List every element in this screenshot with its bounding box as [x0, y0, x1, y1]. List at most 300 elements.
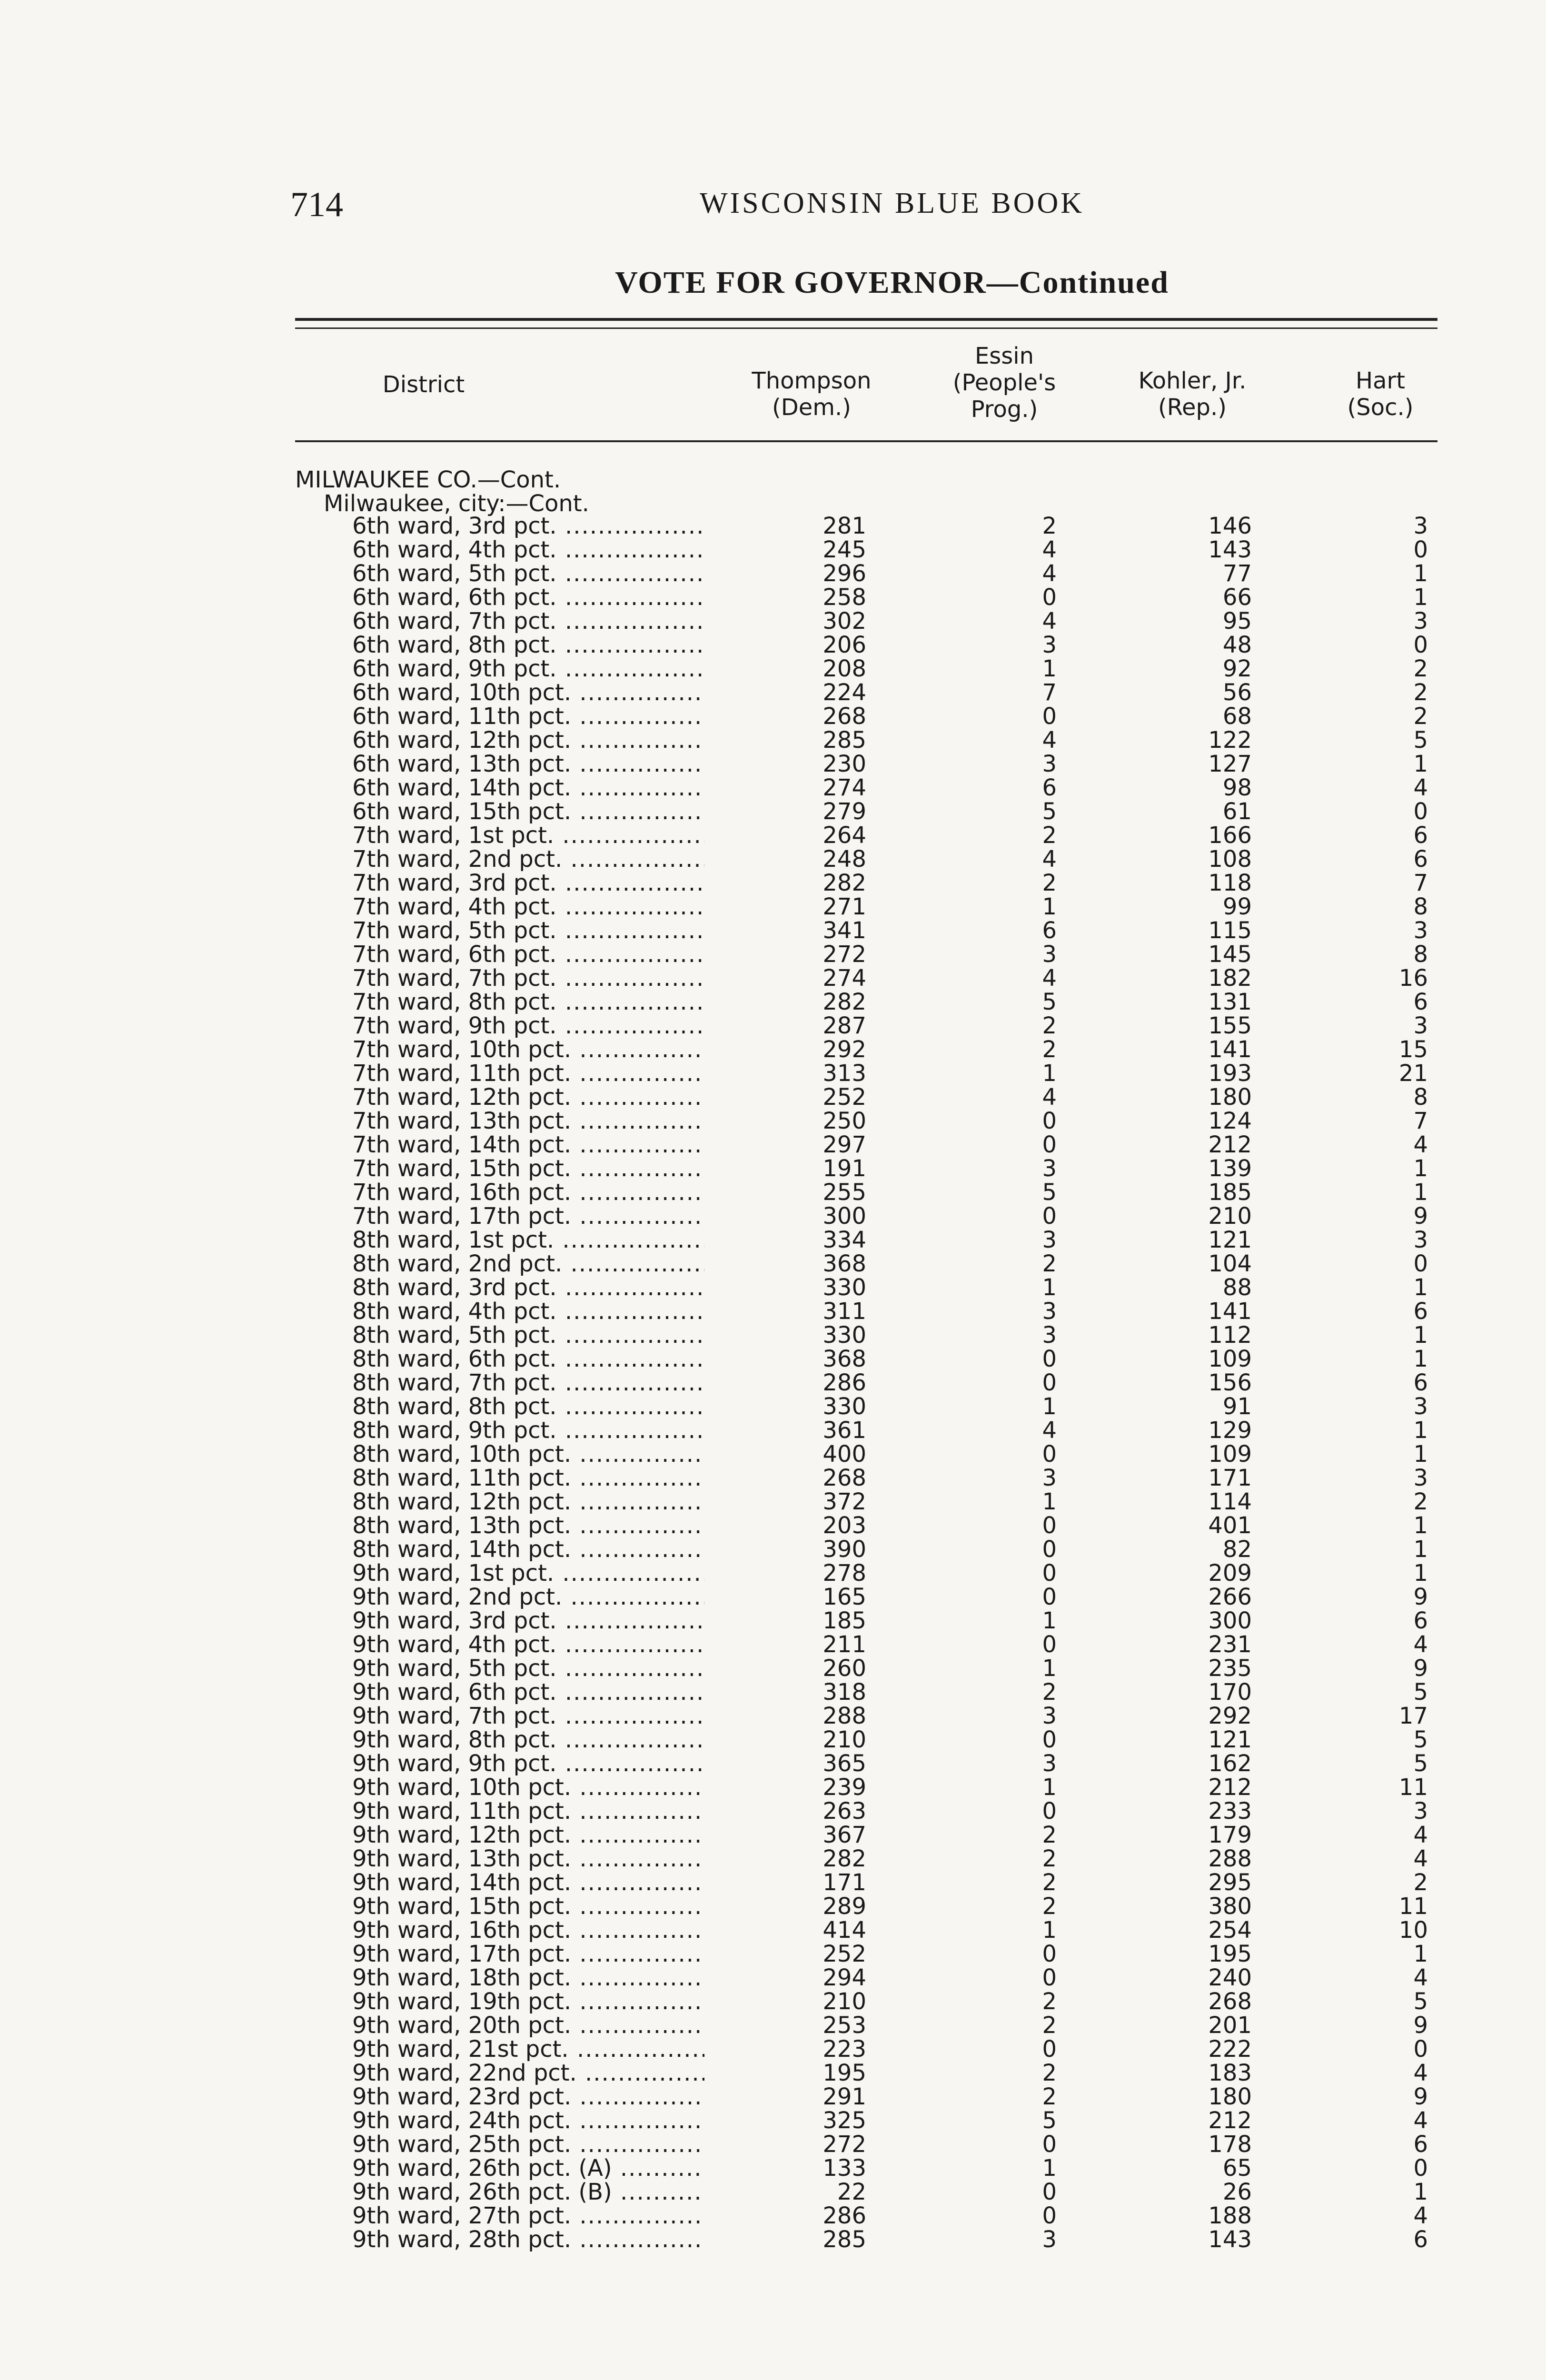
hart-votes-cell: 4 [1413, 774, 1428, 801]
kohler-votes-cell: 300 [1208, 1607, 1252, 1634]
district-cell: 7th ward, 10th pct. ..... [352, 1038, 704, 1061]
essin-votes-cell: 3 [1042, 2226, 1057, 2253]
district-cell: 7th ward, 6th pct. ..... [352, 942, 704, 966]
table-row [0, 1442, 1546, 1466]
thompson-votes-cell: 286 [823, 1369, 866, 1396]
district-cell: 7th ward, 4th pct. ..... [352, 895, 704, 919]
table-row [0, 1775, 1546, 1799]
district-cell: 9th ward, 14th pct. ..... [352, 1871, 704, 1894]
district-cell: 9th ward, 24th pct. ..... [352, 2109, 704, 2132]
hart-votes-cell: 5 [1413, 1988, 1428, 2015]
table-row [0, 657, 1546, 681]
hart-votes-cell: 1 [1413, 1560, 1428, 1587]
kohler-votes-cell: 288 [1208, 1845, 1252, 1872]
district-cell: 9th ward, 27th pct. ..... [352, 2204, 704, 2228]
thompson-votes-cell: 286 [823, 2202, 866, 2229]
hart-votes-cell: 2 [1413, 703, 1428, 730]
essin-votes-cell: 3 [1042, 941, 1057, 968]
hart-votes-cell: 9 [1413, 2083, 1428, 2110]
thompson-votes-cell: 281 [823, 513, 866, 539]
hart-votes-cell: 4 [1413, 1845, 1428, 1872]
essin-votes-cell: 1 [1042, 1607, 1057, 1634]
kohler-votes-cell: 129 [1208, 1417, 1252, 1444]
table-row [0, 2180, 1546, 2204]
thompson-votes-cell: 372 [823, 1488, 866, 1515]
thompson-votes-cell: 274 [823, 965, 866, 992]
column-header-line: (Soc.) [1347, 394, 1414, 421]
kohler-votes-cell: 77 [1222, 560, 1252, 587]
essin-votes-cell: 4 [1042, 727, 1057, 754]
table-row [0, 1537, 1546, 1561]
thompson-votes-cell: 330 [823, 1274, 866, 1301]
column-header-line: Hart [1355, 367, 1406, 394]
table-row [0, 1061, 1546, 1085]
essin-votes-cell: 0 [1042, 1536, 1057, 1563]
essin-votes-cell: 4 [1042, 965, 1057, 992]
hart-votes-cell: 5 [1413, 1679, 1428, 1706]
district-cell: 8th ward, 6th pct. ..... [352, 1347, 704, 1371]
essin-votes-cell: 1 [1042, 1393, 1057, 1420]
essin-votes-cell: 0 [1042, 703, 1057, 730]
kohler-votes-cell: 212 [1208, 1131, 1252, 1158]
table-row [0, 1609, 1546, 1633]
thompson-votes-cell: 289 [823, 1893, 866, 1920]
district-cell: 7th ward, 15th pct. ..... [352, 1157, 704, 1180]
essin-votes-cell: 4 [1042, 1084, 1057, 1111]
book-title: WISCONSIN BLUE BOOK [700, 187, 1084, 219]
district-cell: 9th ward, 15th pct. ..... [352, 1894, 704, 1918]
hart-votes-cell: 1 [1413, 1322, 1428, 1349]
kohler-votes-cell: 104 [1208, 1250, 1252, 1277]
thompson-votes-cell: 400 [823, 1441, 866, 1468]
district-cell: 7th ward, 12th pct. ..... [352, 1085, 704, 1109]
hart-votes-cell: 9 [1413, 1655, 1428, 1682]
hart-votes-cell: 5 [1413, 727, 1428, 754]
column-header-essin [928, 343, 1080, 423]
hart-votes-cell: 8 [1413, 1084, 1428, 1111]
table-row [0, 919, 1546, 942]
hart-votes-cell: 4 [1413, 2202, 1428, 2229]
essin-votes-cell: 5 [1042, 1179, 1057, 1206]
essin-votes-cell: 3 [1042, 632, 1057, 658]
thompson-votes-cell: 334 [823, 1227, 866, 1253]
district-cell: 6th ward, 4th pct. ..... [352, 538, 704, 562]
essin-votes-cell: 2 [1042, 1036, 1057, 1063]
essin-votes-cell: 1 [1042, 655, 1057, 682]
table-row [0, 1228, 1546, 1252]
essin-votes-cell: 0 [1042, 1346, 1057, 1372]
thompson-votes-cell: 291 [823, 2083, 866, 2110]
essin-votes-cell: 2 [1042, 1822, 1057, 1848]
table-row [0, 2061, 1546, 2085]
kohler-votes-cell: 65 [1222, 2155, 1252, 2182]
vote-table-body [0, 514, 1546, 2251]
hart-votes-cell: 0 [1413, 2155, 1428, 2182]
hart-votes-cell: 17 [1398, 1703, 1428, 1729]
table-row [0, 514, 1546, 538]
kohler-votes-cell: 201 [1208, 2012, 1252, 2039]
column-header-district [295, 371, 552, 398]
table-row [0, 1752, 1546, 1775]
essin-votes-cell: 2 [1042, 2083, 1057, 2110]
kohler-votes-cell: 162 [1208, 1750, 1252, 1777]
table-row [0, 1038, 1546, 1061]
hart-votes-cell: 7 [1413, 870, 1428, 896]
kohler-votes-cell: 401 [1208, 1512, 1252, 1539]
table-row [0, 1680, 1546, 1704]
table-row [0, 2109, 1546, 2132]
table-row [0, 1157, 1546, 1180]
kohler-votes-cell: 231 [1208, 1631, 1252, 1658]
district-cell: 9th ward, 20th pct. ..... [352, 2013, 704, 2037]
thompson-votes-cell: 260 [823, 1655, 866, 1682]
essin-votes-cell: 2 [1042, 1893, 1057, 1920]
column-header-thompson [733, 367, 890, 421]
hart-votes-cell: 0 [1413, 1250, 1428, 1277]
kohler-votes-cell: 95 [1222, 608, 1252, 635]
district-cell: 6th ward, 5th pct. ..... [352, 562, 704, 585]
district-cell: 8th ward, 13th pct. ..... [352, 1514, 704, 1537]
table-row [0, 1894, 1546, 1918]
header-bottom-rule [295, 440, 1437, 442]
thompson-votes-cell: 165 [823, 1584, 866, 1610]
kohler-votes-cell: 82 [1222, 1536, 1252, 1563]
kohler-votes-cell: 171 [1208, 1465, 1252, 1491]
district-cell: 9th ward, 12th pct. ..... [352, 1823, 704, 1847]
thompson-votes-cell: 248 [823, 846, 866, 873]
district-cell: 9th ward, 16th pct. ..... [352, 1918, 704, 1942]
district-cell: 6th ward, 8th pct. ..... [352, 633, 704, 657]
district-cell: 6th ward, 7th pct. ..... [352, 609, 704, 633]
kohler-votes-cell: 183 [1208, 2060, 1252, 2086]
table-row [0, 1966, 1546, 1990]
kohler-votes-cell: 143 [1208, 536, 1252, 563]
essin-votes-cell: 0 [1042, 2131, 1057, 2158]
kohler-votes-cell: 139 [1208, 1155, 1252, 1182]
district-cell: 8th ward, 8th pct. ..... [352, 1395, 704, 1418]
table-row [0, 1871, 1546, 1894]
hart-votes-cell: 15 [1398, 1036, 1428, 1063]
hart-votes-cell: 9 [1413, 1584, 1428, 1610]
table-row [0, 1704, 1546, 1728]
essin-votes-cell: 3 [1042, 1750, 1057, 1777]
district-cell: 6th ward, 9th pct. ..... [352, 657, 704, 681]
kohler-votes-cell: 121 [1208, 1726, 1252, 1753]
district-cell: 9th ward, 28th pct. ..... [352, 2228, 704, 2251]
hart-votes-cell: 6 [1413, 2131, 1428, 2158]
hart-votes-cell: 1 [1413, 1179, 1428, 1206]
thompson-votes-cell: 368 [823, 1346, 866, 1372]
column-header-kohler [1109, 367, 1276, 421]
essin-votes-cell: 2 [1042, 513, 1057, 539]
kohler-votes-cell: 182 [1208, 965, 1252, 992]
table-row [0, 1728, 1546, 1752]
table-row [0, 1014, 1546, 1038]
thompson-votes-cell: 313 [823, 1060, 866, 1087]
table-row [0, 1180, 1546, 1204]
district-cell: 8th ward, 11th pct. ..... [352, 1466, 704, 1490]
column-header-line: (Rep.) [1158, 394, 1227, 421]
hart-votes-cell: 21 [1398, 1060, 1428, 1087]
hart-votes-cell: 3 [1413, 1393, 1428, 1420]
kohler-votes-cell: 380 [1208, 1893, 1252, 1920]
kohler-votes-cell: 141 [1208, 1298, 1252, 1325]
hart-votes-cell: 1 [1413, 1274, 1428, 1301]
kohler-votes-cell: 109 [1208, 1346, 1252, 1372]
hart-votes-cell: 1 [1413, 1155, 1428, 1182]
essin-votes-cell: 1 [1042, 1774, 1057, 1801]
hart-votes-cell: 0 [1413, 798, 1428, 825]
essin-votes-cell: 0 [1042, 1441, 1057, 1468]
thompson-votes-cell: 258 [823, 584, 866, 611]
essin-votes-cell: 1 [1042, 1488, 1057, 1515]
kohler-votes-cell: 66 [1222, 584, 1252, 611]
district-cell: 9th ward, 21st pct. ..... [352, 2037, 704, 2061]
table-row [0, 681, 1546, 704]
essin-votes-cell: 3 [1042, 1465, 1057, 1491]
thompson-votes-cell: 318 [823, 1679, 866, 1706]
table-row [0, 1133, 1546, 1157]
essin-votes-cell: 5 [1042, 2107, 1057, 2134]
hart-votes-cell: 0 [1413, 632, 1428, 658]
district-cell: 7th ward, 9th pct. ..... [352, 1014, 704, 1038]
district-cell: 6th ward, 15th pct. ..... [352, 800, 704, 823]
district-cell: 9th ward, 7th pct. ..... [352, 1704, 704, 1728]
hart-votes-cell: 3 [1413, 1012, 1428, 1039]
kohler-votes-cell: 122 [1208, 727, 1252, 754]
hart-votes-cell: 3 [1413, 1798, 1428, 1825]
kohler-votes-cell: 92 [1222, 655, 1252, 682]
thompson-votes-cell: 268 [823, 703, 866, 730]
table-row [0, 1823, 1546, 1847]
hart-votes-cell: 6 [1413, 822, 1428, 849]
kohler-votes-cell: 166 [1208, 822, 1252, 849]
thompson-votes-cell: 208 [823, 655, 866, 682]
section-title: VOTE FOR GOVERNOR—Continued [615, 265, 1169, 300]
essin-votes-cell: 2 [1042, 2060, 1057, 2086]
table-row [0, 1204, 1546, 1228]
hart-votes-cell: 8 [1413, 893, 1428, 920]
hart-votes-cell: 4 [1413, 1131, 1428, 1158]
thompson-votes-cell: 203 [823, 1512, 866, 1539]
thompson-votes-cell: 368 [823, 1250, 866, 1277]
table-row [0, 1990, 1546, 2013]
table-row [0, 1490, 1546, 1514]
kohler-votes-cell: 127 [1208, 751, 1252, 777]
table-row [0, 1323, 1546, 1347]
essin-votes-cell: 6 [1042, 917, 1057, 944]
district-cell: 8th ward, 1st pct. ..... [352, 1228, 704, 1252]
thompson-votes-cell: 325 [823, 2107, 866, 2134]
thompson-votes-cell: 211 [823, 1631, 866, 1658]
district-cell: 9th ward, 1st pct. ..... [352, 1561, 704, 1585]
essin-votes-cell: 2 [1042, 1012, 1057, 1039]
hart-votes-cell: 1 [1413, 584, 1428, 611]
kohler-votes-cell: 170 [1208, 1679, 1252, 1706]
essin-votes-cell: 6 [1042, 774, 1057, 801]
kohler-votes-cell: 179 [1208, 1822, 1252, 1848]
table-row [0, 776, 1546, 800]
table-row [0, 1799, 1546, 1823]
essin-votes-cell: 4 [1042, 536, 1057, 563]
kohler-votes-cell: 115 [1208, 917, 1252, 944]
thompson-votes-cell: 255 [823, 1179, 866, 1206]
hart-votes-cell: 1 [1413, 560, 1428, 587]
table-row [0, 966, 1546, 990]
thompson-votes-cell: 274 [823, 774, 866, 801]
hart-votes-cell: 1 [1413, 1417, 1428, 1444]
hart-votes-cell: 7 [1413, 1108, 1428, 1134]
table-row [0, 823, 1546, 847]
district-cell: 6th ward, 10th pct. ..... [352, 681, 704, 704]
hart-votes-cell: 9 [1413, 1203, 1428, 1230]
thompson-votes-cell: 133 [823, 2155, 866, 2182]
kohler-votes-cell: 68 [1222, 703, 1252, 730]
kohler-votes-cell: 212 [1208, 1774, 1252, 1801]
district-cell: 9th ward, 2nd pct. ..... [352, 1585, 704, 1609]
hart-votes-cell: 3 [1413, 608, 1428, 635]
hart-votes-cell: 1 [1413, 1512, 1428, 1539]
table-row [0, 728, 1546, 752]
district-cell: 9th ward, 22nd pct. ..... [352, 2061, 704, 2085]
hart-votes-cell: 11 [1398, 1774, 1428, 1801]
thompson-votes-cell: 288 [823, 1703, 866, 1729]
district-cell: 8th ward, 3rd pct. ..... [352, 1276, 704, 1299]
kohler-votes-cell: 180 [1208, 1084, 1252, 1111]
hart-votes-cell: 10 [1398, 1917, 1428, 1944]
kohler-votes-cell: 91 [1222, 1393, 1252, 1420]
table-row [0, 895, 1546, 919]
essin-votes-cell: 2 [1042, 870, 1057, 896]
district-cell: 6th ward, 11th pct. ..... [352, 704, 704, 728]
district-cell: 7th ward, 8th pct. ..... [352, 990, 704, 1014]
table-row [0, 2228, 1546, 2251]
table-row [0, 1109, 1546, 1133]
essin-votes-cell: 3 [1042, 751, 1057, 777]
table-row [0, 2132, 1546, 2156]
essin-votes-cell: 2 [1042, 1988, 1057, 2015]
table-row [0, 2085, 1546, 2109]
table-row [0, 538, 1546, 562]
district-cell: 9th ward, 25th pct. ..... [352, 2132, 704, 2156]
table-row [0, 871, 1546, 895]
hart-votes-cell: 8 [1413, 941, 1428, 968]
thompson-votes-cell: 292 [823, 1036, 866, 1063]
kohler-votes-cell: 143 [1208, 2226, 1252, 2253]
essin-votes-cell: 5 [1042, 989, 1057, 1015]
essin-votes-cell: 3 [1042, 1227, 1057, 1253]
hart-votes-cell: 6 [1413, 1607, 1428, 1634]
district-cell: 7th ward, 1st pct. ..... [352, 823, 704, 847]
kohler-votes-cell: 185 [1208, 1179, 1252, 1206]
essin-votes-cell: 0 [1042, 1369, 1057, 1396]
table-row [0, 1371, 1546, 1395]
table-row [0, 1418, 1546, 1442]
thompson-votes-cell: 330 [823, 1322, 866, 1349]
kohler-votes-cell: 193 [1208, 1060, 1252, 1087]
kohler-votes-cell: 180 [1208, 2083, 1252, 2110]
top-rule [295, 318, 1437, 321]
thompson-votes-cell: 297 [823, 1131, 866, 1158]
thompson-votes-cell: 285 [823, 727, 866, 754]
district-cell: 6th ward, 6th pct. ..... [352, 585, 704, 609]
district-cell: 9th ward, 17th pct. ..... [352, 1942, 704, 1966]
district-cell: 9th ward, 26th pct. (B) ..... [352, 2180, 704, 2204]
district-cell: 6th ward, 3rd pct. ..... [352, 514, 704, 538]
hart-votes-cell: 11 [1398, 1893, 1428, 1920]
kohler-votes-cell: 233 [1208, 1798, 1252, 1825]
essin-votes-cell: 0 [1042, 1798, 1057, 1825]
essin-votes-cell: 0 [1042, 1941, 1057, 1967]
kohler-votes-cell: 108 [1208, 846, 1252, 873]
kohler-votes-cell: 188 [1208, 2202, 1252, 2229]
district-cell: 9th ward, 11th pct. ..... [352, 1799, 704, 1823]
thompson-votes-cell: 296 [823, 560, 866, 587]
thompson-votes-cell: 414 [823, 1917, 866, 1944]
essin-votes-cell: 0 [1042, 1726, 1057, 1753]
district-cell: 9th ward, 6th pct. ..... [352, 1680, 704, 1704]
essin-votes-cell: 0 [1042, 1584, 1057, 1610]
table-row [0, 1252, 1546, 1276]
essin-votes-cell: 0 [1042, 1964, 1057, 1991]
essin-votes-cell: 2 [1042, 1679, 1057, 1706]
table-row [0, 1918, 1546, 1942]
district-cell: 8th ward, 9th pct. ..... [352, 1418, 704, 1442]
thompson-votes-cell: 278 [823, 1560, 866, 1587]
essin-votes-cell: 0 [1042, 2202, 1057, 2229]
hart-votes-cell: 3 [1413, 513, 1428, 539]
hart-votes-cell: 9 [1413, 2012, 1428, 2039]
kohler-votes-cell: 56 [1222, 679, 1252, 706]
essin-votes-cell: 0 [1042, 1131, 1057, 1158]
thompson-votes-cell: 253 [823, 2012, 866, 2039]
thompson-votes-cell: 245 [823, 536, 866, 563]
hart-votes-cell: 2 [1413, 1488, 1428, 1515]
essin-votes-cell: 0 [1042, 1631, 1057, 1658]
kohler-votes-cell: 212 [1208, 2107, 1252, 2134]
district-cell: 8th ward, 5th pct. ..... [352, 1323, 704, 1347]
kohler-votes-cell: 99 [1222, 893, 1252, 920]
kohler-votes-cell: 121 [1208, 1227, 1252, 1253]
table-row [0, 2037, 1546, 2061]
hart-votes-cell: 3 [1413, 917, 1428, 944]
district-cell: 9th ward, 8th pct. ..... [352, 1728, 704, 1752]
thompson-votes-cell: 282 [823, 870, 866, 896]
district-cell: 8th ward, 14th pct. ..... [352, 1537, 704, 1561]
table-row [0, 2156, 1546, 2180]
thompson-votes-cell: 210 [823, 1726, 866, 1753]
essin-votes-cell: 1 [1042, 1917, 1057, 1944]
column-header-line: Prog.) [971, 396, 1038, 423]
kohler-votes-cell: 145 [1208, 941, 1252, 968]
district-cell: 8th ward, 2nd pct. ..... [352, 1252, 704, 1276]
thompson-votes-cell: 302 [823, 608, 866, 635]
essin-votes-cell: 0 [1042, 1560, 1057, 1587]
kohler-votes-cell: 292 [1208, 1703, 1252, 1729]
thompson-votes-cell: 285 [823, 2226, 866, 2253]
district-cell: 9th ward, 18th pct. ..... [352, 1966, 704, 1990]
district-cell: 6th ward, 14th pct. ..... [352, 776, 704, 800]
district-cell: 9th ward, 13th pct. ..... [352, 1847, 704, 1871]
kohler-votes-cell: 124 [1208, 1108, 1252, 1134]
district-cell: 9th ward, 19th pct. ..... [352, 1990, 704, 2013]
thompson-votes-cell: 210 [823, 1988, 866, 2015]
district-cell: 6th ward, 13th pct. ..... [352, 752, 704, 776]
hart-votes-cell: 6 [1413, 2226, 1428, 2253]
hart-votes-cell: 0 [1413, 2036, 1428, 2063]
table-row [0, 1942, 1546, 1966]
table-row [0, 633, 1546, 657]
